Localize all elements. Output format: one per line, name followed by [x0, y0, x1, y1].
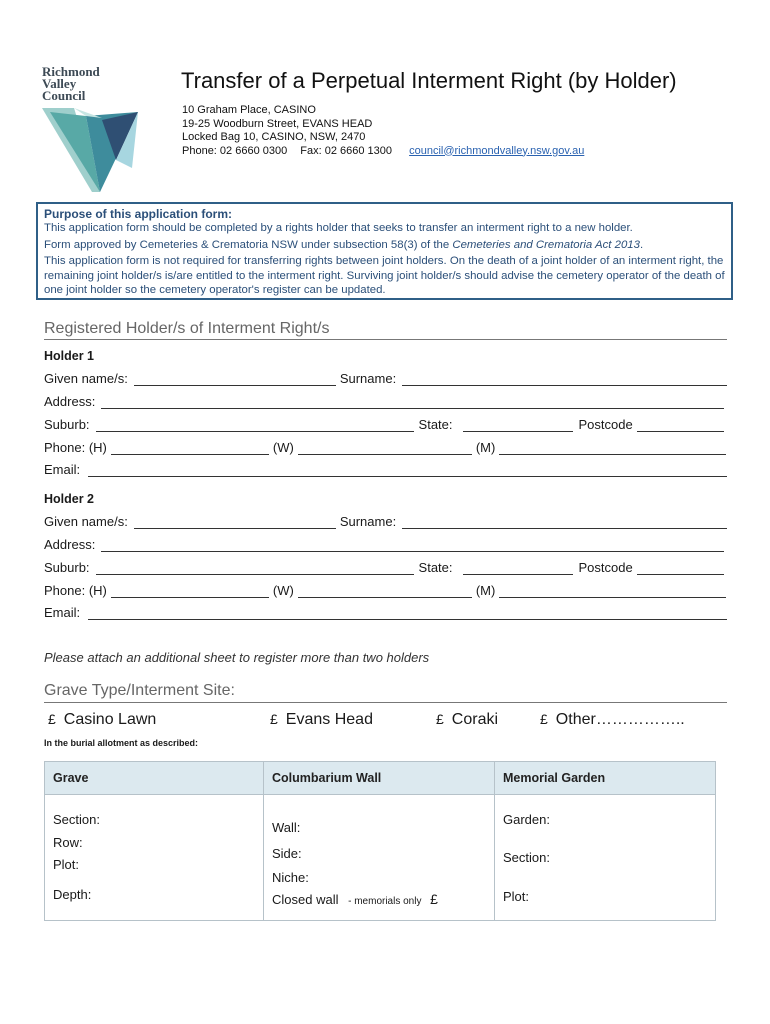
checkbox-icon[interactable]: £: [270, 711, 278, 727]
grave-plot-label: Plot:: [53, 857, 80, 872]
checkbox-icon[interactable]: £: [430, 891, 438, 907]
phone-work-label: (W): [272, 583, 294, 598]
holder-2-suburb-input[interactable]: [96, 562, 414, 575]
logo-line-1: Richmond: [42, 64, 100, 79]
grave-depth-label: Depth:: [53, 887, 92, 902]
council-logo-text: [42, 66, 100, 102]
logo-line-3: Council: [42, 88, 86, 103]
purpose-paragraph-2: Form approved by Cemeteries & Crematoria NSW under subsection 58(3) of the Cemeteries and Crematoria Act 2013.: [44, 238, 644, 251]
holder-1-address-row: [44, 394, 724, 409]
holder-1-suburb-row: [44, 417, 724, 432]
garden-section-label: Section:: [503, 850, 550, 865]
holder-2-phone-row: [44, 583, 726, 598]
holder-1-email-input[interactable]: [88, 464, 727, 477]
suburb-label: Suburb:: [44, 560, 90, 575]
holder-2-suburb-row: [44, 560, 724, 575]
garden-label: Garden:: [503, 812, 550, 827]
holder-1-phone-home-input[interactable]: [111, 442, 269, 455]
postcode-label: Postcode: [578, 417, 633, 432]
holder-1-name-row: [44, 371, 727, 386]
holder-2-postcode-input[interactable]: [637, 562, 724, 575]
logo-line-2: Valley: [42, 76, 77, 91]
email-label: Email:: [44, 462, 81, 477]
surname-label: Surname:: [339, 514, 397, 529]
council-email-link[interactable]: council@richmondvalley.nsw.gov.au: [409, 144, 585, 157]
phone-mobile-label: (M): [475, 440, 496, 455]
grave-type-heading: Grave Type/Interment Site:: [44, 682, 235, 699]
postcode-label: Postcode: [578, 560, 633, 575]
holder-1-email-row: [44, 462, 727, 477]
email-label: Email:: [44, 605, 81, 620]
phone-home-label: Phone: (H): [44, 440, 107, 455]
address-line-2: 19-25 Woodburn Street, EVANS HEAD: [182, 117, 373, 130]
section-rule: [44, 702, 727, 703]
purpose-paragraph-3: This application form is not required for transferring rights between joint holders. On the death of a joint holder of an interment right, the remaining joint holder/s is/are entitled to the interment right. Surviving joint holder/s should advise the cemetery operator of the death of one joint holder so the cemetery operator's register can be updated.: [44, 255, 725, 296]
attach-sheet-note: Please attach an additional sheet to register more than two holders: [44, 650, 430, 665]
holder-2-address-input[interactable]: [101, 539, 724, 552]
niche-label: Niche:: [272, 870, 309, 885]
closed-wall-label: Closed wall: [272, 892, 339, 907]
phone-mobile-label: (M): [475, 583, 496, 598]
memorial-garden-cell[interactable]: [495, 795, 716, 921]
column-header-grave: Grave: [45, 762, 264, 795]
grave-cell[interactable]: [45, 795, 264, 921]
grave-row-label: Row:: [53, 835, 83, 850]
checkbox-icon[interactable]: £: [540, 711, 548, 727]
side-label: Side:: [272, 846, 302, 861]
holder-1-phone-work-input[interactable]: [298, 442, 472, 455]
column-header-columbarium-wall: Columbarium Wall: [264, 762, 495, 795]
address-line-1: 10 Graham Place, CASINO: [182, 104, 316, 116]
allotment-note: In the burial allotment as described:: [44, 738, 199, 748]
option-evans-head[interactable]: [270, 711, 373, 729]
closed-wall-option[interactable]: [272, 891, 438, 907]
grave-section-label: Section:: [53, 812, 100, 827]
checkbox-icon[interactable]: £: [48, 711, 56, 727]
holder-2-surname-input[interactable]: [402, 516, 727, 529]
holder-2-phone-work-input[interactable]: [298, 585, 472, 598]
surname-label: Surname:: [339, 371, 397, 386]
option-other[interactable]: [540, 711, 685, 729]
option-casino-lawn[interactable]: [48, 711, 156, 729]
state-label: State:: [418, 417, 453, 432]
holder-2-name-row: [44, 514, 727, 529]
purpose-heading: Purpose of this application form:: [44, 207, 233, 221]
option-label: Other……………..: [555, 711, 685, 728]
wall-label: Wall:: [272, 820, 301, 835]
checkbox-icon[interactable]: £: [436, 711, 444, 727]
holder-2-state-input[interactable]: [463, 562, 573, 575]
holder-1-phone-row: [44, 440, 726, 455]
state-label: State:: [418, 560, 453, 575]
holder-1-label: Holder 1: [44, 349, 95, 363]
phone-number: Phone: 02 6660 0300: [182, 144, 288, 157]
given-name-label: Given name/s:: [44, 371, 128, 386]
holder-2-email-row: [44, 605, 727, 620]
holder-1-phone-mobile-input[interactable]: [499, 442, 726, 455]
page-title: Transfer of a Perpetual Interment Right (by Holder): [181, 68, 677, 93]
purpose-paragraph-1: This application form should be completed by a rights holder that seeks to transfer an interment right to a new holder.: [44, 222, 633, 234]
holder-1-surname-input[interactable]: [402, 373, 727, 386]
holder-2-given-name-input[interactable]: [134, 516, 336, 529]
given-name-label: Given name/s:: [44, 514, 128, 529]
holder-1-given-name-input[interactable]: [134, 373, 336, 386]
section-rule: [44, 339, 727, 340]
holder-1-address-input[interactable]: [101, 396, 724, 409]
option-label: Casino Lawn: [63, 711, 157, 728]
purpose-box: [36, 202, 733, 300]
council-logo-icon: [42, 108, 140, 194]
address-label: Address:: [44, 537, 96, 552]
holder-2-email-input[interactable]: [88, 607, 727, 620]
fax-number: Fax: 02 6660 1300: [300, 144, 393, 157]
column-header-memorial-garden: Memorial Garden: [495, 762, 716, 795]
address-label: Address:: [44, 394, 96, 409]
garden-plot-label: Plot:: [503, 889, 530, 904]
holder-2-label: Holder 2: [44, 492, 95, 506]
option-label: Evans Head: [285, 711, 373, 728]
council-address: [182, 104, 584, 158]
interment-site-table: [44, 761, 716, 921]
option-label: Coraki: [451, 711, 499, 728]
phone-work-label: (W): [272, 440, 294, 455]
registered-holders-heading: Registered Holder/s of Interment Right/s: [44, 320, 330, 337]
option-coraki[interactable]: [436, 711, 498, 729]
address-line-3: Locked Bag 10, CASINO, NSW, 2470: [182, 131, 366, 143]
holder-2-phone-home-input[interactable]: [111, 585, 269, 598]
memorials-only-label: - memorials only: [348, 896, 422, 907]
holder-1-state-input[interactable]: [463, 419, 573, 432]
phone-home-label: Phone: (H): [44, 583, 107, 598]
holder-2-phone-mobile-input[interactable]: [499, 585, 726, 598]
holder-1-suburb-input[interactable]: [96, 419, 414, 432]
holder-1-postcode-input[interactable]: [637, 419, 724, 432]
columbarium-cell[interactable]: [264, 795, 495, 921]
holder-2-address-row: [44, 537, 724, 552]
suburb-label: Suburb:: [44, 417, 90, 432]
